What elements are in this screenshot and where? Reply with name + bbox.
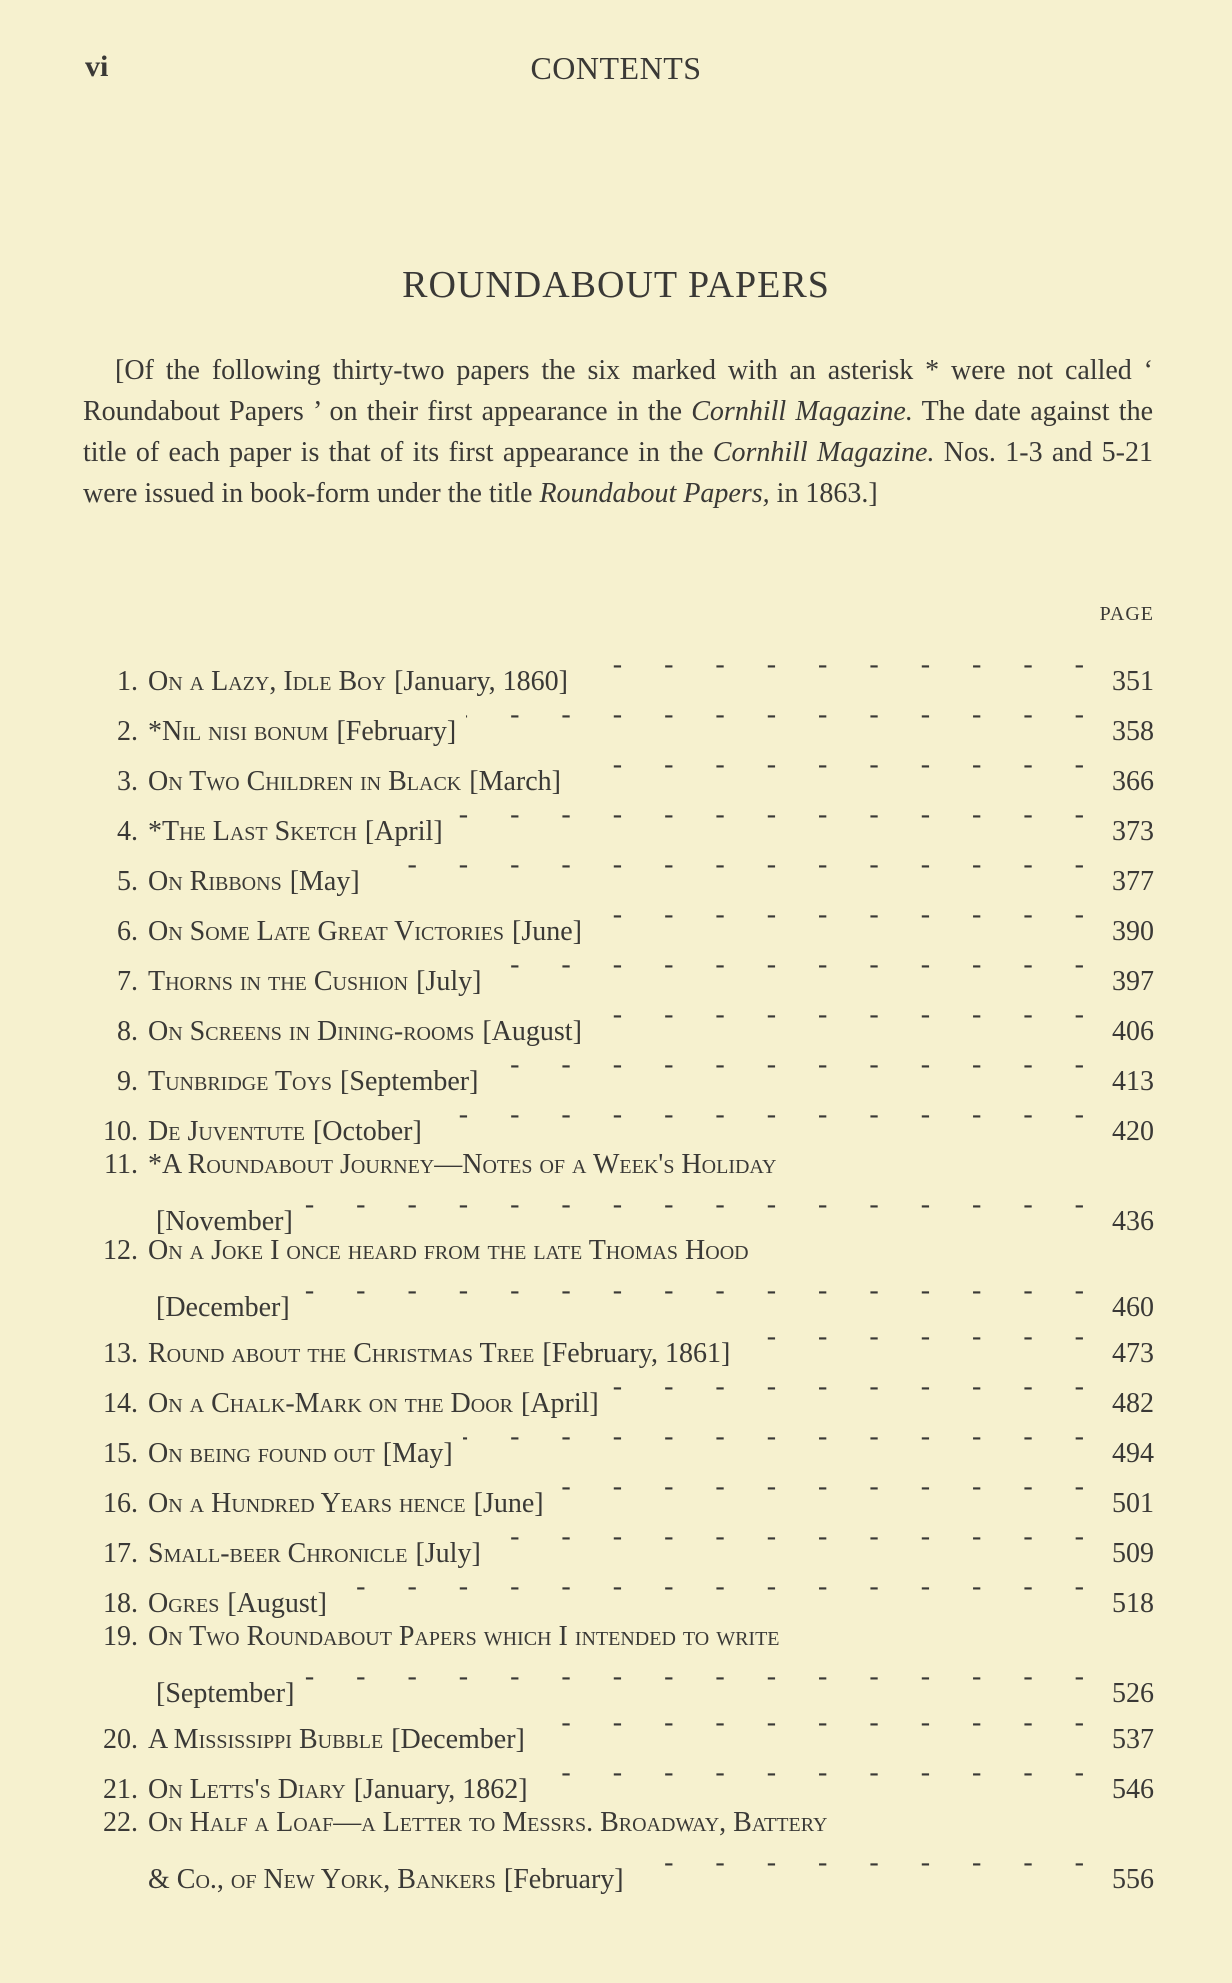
entry-date: [June] [473,1488,544,1519]
entry-page: 366 [1112,766,1154,797]
entry-page: 397 [1112,966,1154,997]
entry-title: On Some Late Great Victories [148,916,505,947]
entry-title: Thorns in the Cushion [148,966,409,997]
entry-page: 518 [1112,1588,1154,1619]
entry-number: 11. [104,1149,138,1180]
entry-title: Tunbridge Toys [148,1066,333,1097]
entry-title: Small-beer Chronicle [148,1538,408,1569]
toc-entry[interactable] [88,1412,1154,1469]
entry-title: On Screens in Dining-rooms [148,1016,475,1047]
dot-leader [538,1748,1084,1798]
entry-page: 406 [1112,1016,1154,1047]
intro-note [83,350,1153,514]
entry-number: 2. [117,716,138,747]
entry-page: 377 [1112,866,1154,897]
dot-leader [491,940,1084,990]
entry-date: [January, 1860] [394,666,568,697]
entry-number: 20. [103,1724,138,1755]
entry-page: 482 [1112,1388,1154,1419]
entry-page: 501 [1112,1488,1154,1519]
entry-page: 473 [1112,1338,1154,1369]
dot-leader [535,1698,1084,1748]
entry-date: [March] [469,766,561,797]
intro-text: The date against the title of each paper is that of its first appearance in the [83,396,1153,468]
entry-date: [September] [156,1678,295,1709]
toc-entry[interactable] [88,890,1154,947]
entry-number: 5. [117,866,138,897]
dot-leader [740,1312,1084,1362]
dot-leader [432,1090,1084,1140]
dot-leader [554,1462,1084,1512]
entry-date: [January, 1862] [353,1774,528,1805]
entry-number: 14. [103,1388,138,1419]
entry-date: [July] [416,966,482,997]
dot-leader [304,1652,1084,1702]
entry-title: On Two Children in Black [148,766,462,797]
dot-leader [337,1562,1084,1612]
entry-page: 460 [1112,1292,1154,1323]
entry-date: [December] [156,1292,290,1323]
entry-number: 19. [103,1621,138,1652]
entry-title: On Two Roundabout Papers which I intended to write [148,1621,780,1652]
entry-page: 358 [1112,716,1154,747]
entry-date: [February] [503,1864,624,1895]
page-number: vi [85,50,109,83]
entry-number: 1. [117,666,138,697]
toc-entry[interactable] [88,1090,1154,1147]
entry-date: [May] [289,866,360,897]
toc-entry[interactable] [88,1040,1154,1097]
toc-entry[interactable] [88,1312,1154,1369]
entry-number: 6. [117,916,138,947]
entry-page: 526 [1112,1678,1154,1709]
dot-leader [491,1512,1084,1562]
dot-leader [592,990,1084,1040]
entry-title-continued: & Co., of New York, Bankers [148,1864,496,1895]
entry-title: On a Joke I once heard from the late Thomas Hood [148,1235,749,1266]
entry-page: 436 [1112,1206,1154,1237]
dot-leader [488,1040,1084,1090]
entry-date: [May] [382,1438,453,1469]
toc-entry[interactable] [88,1798,1154,1895]
entry-title: On a Hundred Years hence [148,1488,466,1519]
dot-leader [634,1838,1084,1888]
entry-title: Ogres [148,1588,220,1619]
toc-entry[interactable] [88,1462,1154,1519]
toc-entry[interactable] [88,1562,1154,1619]
toc-entry[interactable] [88,990,1154,1047]
toc-entry[interactable] [88,1698,1154,1755]
toc-entry[interactable] [88,1512,1154,1569]
entry-page: 556 [1112,1864,1154,1895]
entry-title: On a Lazy, Idle Boy [148,666,387,697]
entry-page: 420 [1112,1116,1154,1147]
entry-title: De Juventute [148,1116,305,1147]
toc-entry[interactable] [88,790,1154,847]
running-title: CONTENTS [530,50,702,86]
entry-number: 8. [117,1016,138,1047]
dot-leader [303,1180,1084,1230]
entry-date: [September] [340,1066,479,1097]
entry-page: 509 [1112,1538,1154,1569]
entry-date: [November] [156,1206,293,1237]
entry-page: 390 [1112,916,1154,947]
entry-title: On Half a Loaf—a Letter to Messrs. Broadway, Battery [148,1807,828,1838]
dot-leader [370,840,1084,890]
toc-entry[interactable] [88,690,1154,747]
entry-date: [July] [415,1538,481,1569]
dot-leader [578,640,1084,690]
page-column-label: PAGE [1099,603,1154,625]
entry-number: 12. [103,1235,138,1266]
dot-leader [466,690,1084,740]
entry-number: 17. [103,1538,138,1569]
entry-page: 351 [1112,666,1154,697]
toc-entry[interactable] [88,1140,1154,1237]
dot-leader [300,1266,1084,1316]
entry-date: [October] [312,1116,422,1147]
entry-date: [April] [364,816,443,847]
toc-entry[interactable] [88,840,1154,897]
toc-entry[interactable] [88,1362,1154,1419]
dot-leader [571,740,1084,790]
entry-number: 13. [103,1338,138,1369]
entry-date: [February] [336,716,457,747]
entry-page: 373 [1112,816,1154,847]
entry-title: On being found out [148,1438,375,1469]
intro-italic: Roundabout Papers, [539,478,770,509]
dot-leader [609,1362,1084,1412]
entry-number: 3. [117,766,138,797]
entry-title: Round about the Christmas Tree [148,1338,535,1369]
entry-number: 7. [117,966,138,997]
entry-page: 413 [1112,1066,1154,1097]
entry-title: On Ribbons [148,866,282,897]
running-head [0,50,1232,90]
intro-text: Nos. 1-3 and 5-21 were issued in book-form under the title [83,437,1154,509]
intro-text: in 1863.] [769,478,878,509]
entry-page: 537 [1112,1724,1154,1755]
entry-date: [June] [512,916,583,947]
entry-date: [December] [391,1724,525,1755]
entry-date: [August] [482,1016,582,1047]
toc-entry[interactable] [88,640,1154,697]
entry-date: [February, 1861] [542,1338,731,1369]
section-title: ROUNDABOUT PAPERS [402,264,830,306]
entry-date: [April] [521,1388,599,1419]
dot-leader [463,1412,1084,1462]
dot-leader [453,790,1084,840]
entry-title: On Letts's Diary [148,1774,346,1805]
toc-entry[interactable] [88,940,1154,997]
entry-title: On a Chalk-Mark on the Door [148,1388,513,1419]
intro-italic: Cornhill Magazine. [712,437,935,468]
entry-number: 16. [103,1488,138,1519]
table-of-contents [88,640,1154,1895]
entry-number: 9. [117,1066,138,1097]
entry-title: *Nil nisi bonum [148,716,329,747]
toc-entry[interactable] [88,1612,1154,1709]
toc-entry[interactable] [88,740,1154,797]
entry-number: 22. [103,1807,138,1838]
entry-number: 15. [103,1438,138,1469]
entry-number: 18. [103,1588,138,1619]
entry-number: 21. [103,1774,138,1805]
intro-italic: Cornhill Magazine. [691,396,913,427]
entry-title: *The Last Sketch [148,816,357,847]
toc-entry[interactable] [88,1748,1154,1805]
entry-date: [August] [227,1588,327,1619]
dot-leader [592,890,1084,940]
entry-number: 4. [117,816,138,847]
entry-page: 494 [1112,1438,1154,1469]
entry-title: *A Roundabout Journey—Notes of a Week's Holiday [148,1149,777,1180]
intro-text: [Of the following thirty-two papers the six marked with an asterisk * were not called ‘ Roundabout Papers ’ on their first appearance in the [83,355,1153,427]
entry-page: 546 [1112,1774,1154,1805]
entry-title: A Mississippi Bubble [148,1724,384,1755]
toc-entry[interactable] [88,1226,1154,1323]
entry-number: 10. [103,1116,138,1147]
